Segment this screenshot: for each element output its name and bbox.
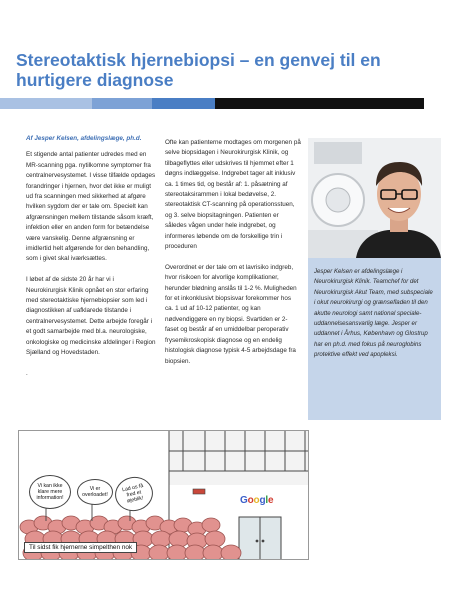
logo-letter: o: [253, 495, 260, 506]
paragraph: I løbet af de sidste 20 år har vi i Neurokirurgisk Klinik opnået en stor erfaring med stereotaktiske hjernebiopsier som led i diagnostikken af uafklarede tilstande i centralnervesystemet. Dette arbejde foregår i et godt samarbejde med bl.a. neurologiske, onkologiske og medicinske afdelinger i Region Sjælland og Hovedstaden.: [26, 276, 156, 357]
author-caption: Jesper Kelsen er afdelingslæge i Neurokirurgisk Klinik. Teamchef for det Neurokirurgisk Akut Team, med subspeciale i okut neurokirurgi og grænsefladen til den akutte neurologi samt national speciale-uddannelsesansvarlig læge. Jesper er uddannet i Århus, København og Glostrup har en ph.d. med fokus på neuroglobins protektive effekt ved apopleksi.: [314, 268, 433, 359]
article-column-2: [165, 138, 301, 377]
logo-letter: g: [259, 495, 266, 506]
author-photo: [308, 138, 441, 258]
google-logo: [240, 495, 273, 506]
logo-letter: G: [240, 495, 248, 506]
header-bar-segment: [215, 98, 424, 109]
paragraph: Overordnet er der tale om et lavrisiko indgreb, hvor risikoen for alvorlige komplikationer, herunder blødning anslås til 1-2 %. Muligheden for et inkonklusivt biopsisvar forekommer hos ca. 1 ud af 10-12 patienter, og kan nødvendiggøre en ny biopsi. Svartiden er 2-faset og består af en umiddelbar peroperativ frysemikroskopisk diagnose og en endelig histologisk diagnose typisk 4-5 arbejdsdage fra biopsien.: [165, 263, 297, 365]
logo-letter: l: [265, 495, 268, 506]
logo-letter: o: [247, 495, 254, 506]
byline: Af Jesper Kelsen, afdelingslæge, ph.d.: [26, 135, 142, 142]
header-bar-segment: [0, 98, 92, 109]
paragraph: Ofte kan patienterne modtages om morgenen på selve biopsidagen i Neurokirurgisk Klinik, og tilbageflyttes eller udskrives til hjemmet efter 1 døgns indlæggelse. Indgrebet tager alt inklusiv ca. 1 times tid, og består af: 1. påsætning af stereotaksirammen i lokal bedøvelse, 2. stereotaktisk CT-scanning på operationsstuen, og 3. selve biopsitagningen. Patienten er således vågen under hele indgrebet, og informeres løbende om de forskellige trin i proceduren: [165, 139, 301, 251]
author-portrait-illustration: [308, 138, 441, 258]
paragraph: Et stigende antal patienter udredes med en MR-scanning pga. nytilkomne symptomer fra centralnervesystemet. I visse tilfælde opdages forandringer i hjernen, hvor det ikke er muligt ud fra scanningen med sikkerhed at afgøre hvilken sygdom der er tale om. Specielt kan afgrænsningen mellem tilstande såsom kræft, infektion eller en anden form for betændelse være vanskelig. Denne afgrænsning er imidlertid helt afgørende for den behandling, som i givet skal iværksættes.: [26, 151, 156, 263]
article-title: Stereotaktisk hjernebiopsi – en genvej til en hurtigere diagnose: [16, 50, 381, 90]
paragraph: .: [26, 369, 28, 377]
cartoon-caption: Til sidst fik hjernerne simpelthen nok: [24, 542, 137, 553]
logo-letter: e: [267, 495, 274, 506]
article-column-1: [26, 134, 156, 390]
author-caption-box: [308, 258, 441, 420]
header-bar-segment: [92, 98, 152, 109]
header-bar-segment: [152, 98, 215, 109]
speech-sign-1: Vi kan ikke klare mere information!: [29, 475, 71, 509]
speech-sign-2: Vi er overloadet!: [77, 479, 113, 505]
cartoon: [18, 430, 309, 560]
speech-sign-3: Lad os få fred et øjeblik!: [112, 473, 156, 514]
